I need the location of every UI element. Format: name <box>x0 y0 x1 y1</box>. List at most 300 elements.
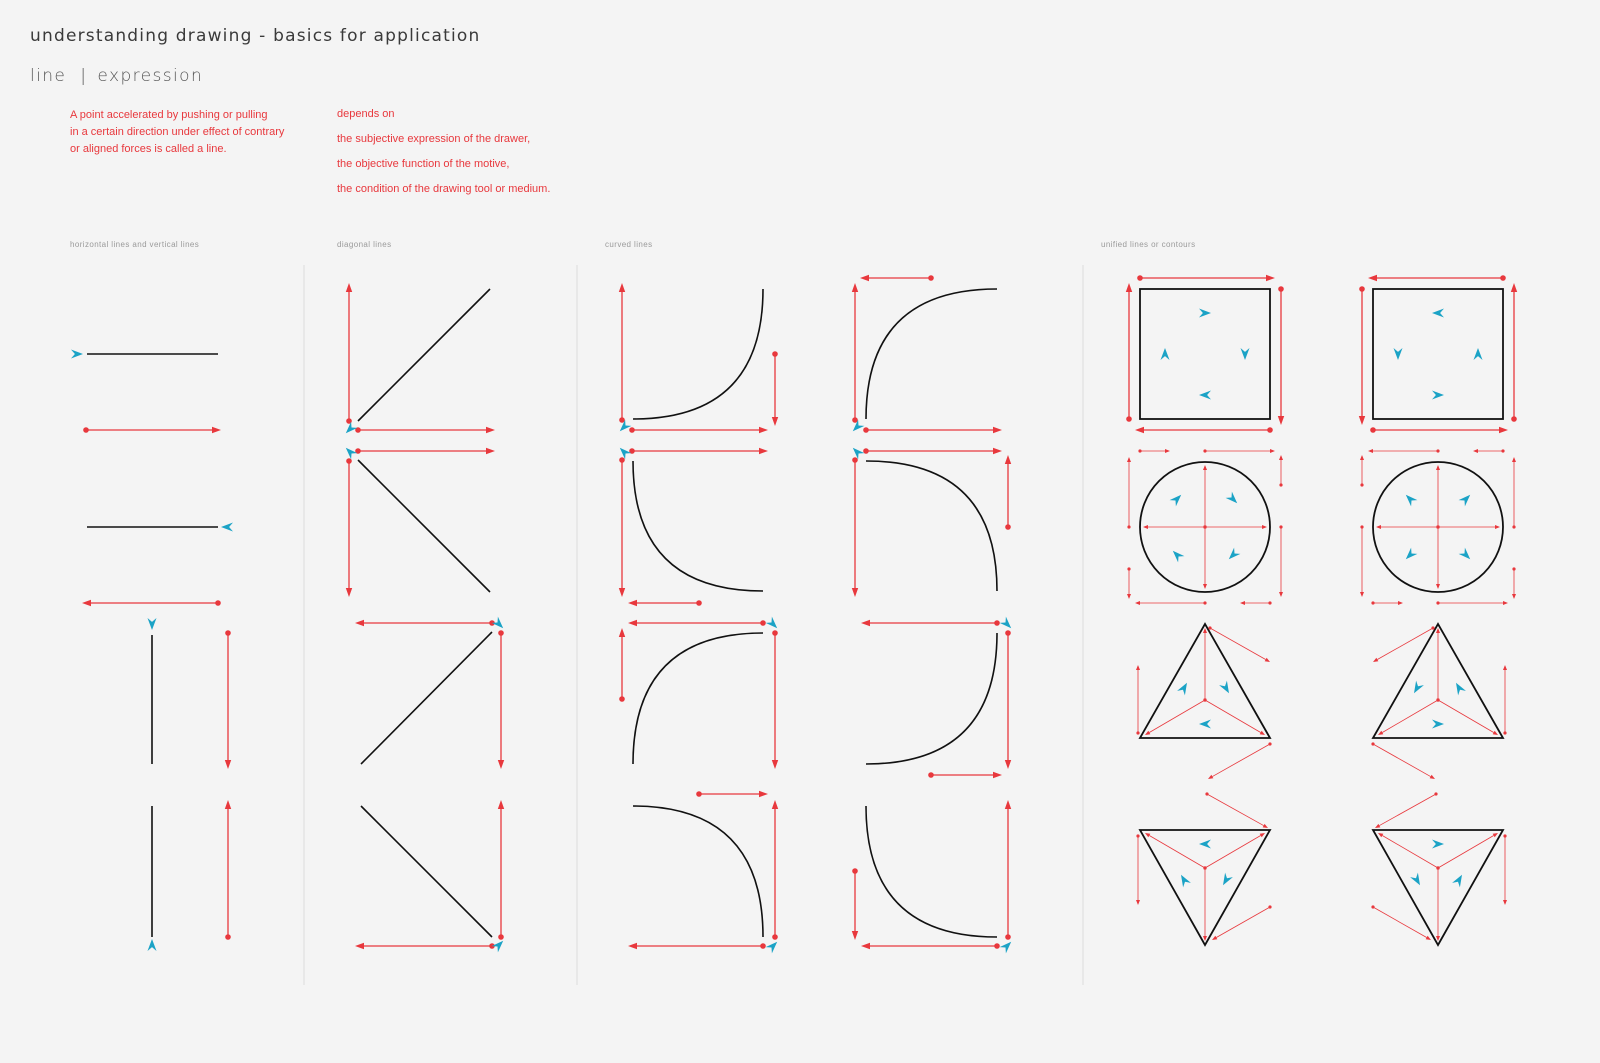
force-origin-dot <box>928 275 934 281</box>
force-origin-dot <box>772 351 778 357</box>
force-arrow <box>1278 286 1284 425</box>
force-arrowhead <box>1378 833 1383 837</box>
force-arrowhead <box>772 760 778 769</box>
direction-icon <box>1432 309 1444 318</box>
section-label-horizontal-vertical: horizontal lines and vertical lines <box>70 240 200 249</box>
force-arrowhead <box>1359 416 1365 425</box>
force-origin-dot <box>1136 731 1139 734</box>
drawn-line <box>361 632 492 764</box>
force-arrow <box>1240 601 1272 605</box>
direction-icon <box>1199 309 1211 318</box>
force-arrow <box>1127 457 1131 529</box>
force-arrow <box>1203 465 1207 529</box>
force-origin-dot <box>852 457 858 463</box>
force-arrowhead <box>1368 449 1373 453</box>
subtitle-aspect: expression <box>97 66 204 86</box>
force-arrow <box>498 630 504 769</box>
direction-icon <box>1394 348 1403 360</box>
force-arrow <box>1203 525 1207 589</box>
force-origin-dot <box>1360 525 1363 528</box>
force-arrowhead <box>1212 936 1217 940</box>
direction-icon <box>766 942 778 954</box>
force-shaft <box>1210 628 1266 660</box>
force-arrowhead <box>772 800 778 809</box>
force-origin-dot <box>760 620 766 626</box>
force-arrow <box>1203 866 1207 941</box>
force-arrow <box>225 800 231 940</box>
force-arrow <box>1512 457 1516 529</box>
section-label-diagonal: diagonal lines <box>337 240 392 249</box>
force-arrow <box>1378 833 1440 870</box>
intro-line: or aligned forces is called a line. <box>70 143 227 155</box>
force-arrow <box>1512 567 1516 599</box>
force-arrow <box>1373 626 1435 662</box>
force-origin-dot <box>1127 525 1130 528</box>
force-arrow <box>1137 275 1275 281</box>
force-arrow <box>1376 525 1440 529</box>
force-arrowhead <box>1375 824 1380 828</box>
force-arrowhead <box>1436 465 1440 470</box>
force-origin-dot <box>1203 601 1206 604</box>
direction-icon <box>148 939 157 951</box>
force-arrow <box>772 351 778 426</box>
force-arrowhead <box>1368 275 1377 281</box>
force-arrow <box>1203 698 1265 735</box>
force-arrow <box>1212 905 1272 940</box>
force-origin-dot <box>1208 626 1211 629</box>
direction-icon <box>1452 875 1462 888</box>
force-arrow <box>346 283 352 424</box>
drawn-curve <box>866 633 997 764</box>
force-arrowhead <box>498 800 504 809</box>
force-arrowhead <box>1503 665 1507 670</box>
force-arrowhead <box>759 791 768 797</box>
force-arrowhead <box>852 283 858 292</box>
force-arrowhead <box>1263 824 1268 828</box>
force-arrowhead <box>1262 525 1267 529</box>
direction-icon <box>1406 495 1418 507</box>
direction-icon <box>1432 840 1444 849</box>
force-arrow <box>628 620 766 626</box>
force-arrow <box>852 283 858 423</box>
force-arrow <box>772 800 778 940</box>
depends-item: the condition of the drawing tool or medium. <box>337 183 551 195</box>
drawn-curve <box>866 289 997 419</box>
force-arrow <box>852 457 858 597</box>
force-arrowhead <box>225 800 231 809</box>
force-origin-dot <box>225 630 231 636</box>
force-origin-dot <box>696 600 702 606</box>
depends-item: the objective function of the motive, <box>337 158 510 170</box>
force-arrow <box>1378 698 1440 735</box>
force-arrow <box>1208 626 1270 662</box>
force-arrows <box>82 275 1517 949</box>
force-arrowhead <box>1495 525 1500 529</box>
force-origin-dot <box>1005 524 1011 530</box>
force-arrowhead <box>1512 457 1516 462</box>
force-arrowhead <box>1240 601 1245 605</box>
direction-icon <box>1223 873 1233 886</box>
force-arrow <box>1360 455 1364 487</box>
force-arrow <box>1208 742 1272 779</box>
force-origin-dot <box>1268 905 1271 908</box>
force-arrowhead <box>1005 455 1011 464</box>
force-arrow <box>498 800 504 940</box>
force-arrow <box>619 457 625 597</box>
drawn-lines <box>87 289 1503 945</box>
force-arrow <box>1503 834 1507 905</box>
force-origin-dot <box>928 772 934 778</box>
force-arrowhead <box>1278 416 1284 425</box>
force-arrowhead <box>1260 731 1265 735</box>
force-arrowhead <box>355 943 364 949</box>
force-origin-dot <box>1371 905 1374 908</box>
force-arrow <box>772 630 778 769</box>
section-label-unified: unified lines or contours <box>1101 240 1196 249</box>
force-origin-dot <box>863 427 869 433</box>
force-arrow <box>861 943 1000 949</box>
force-origin-dot <box>498 934 504 940</box>
direction-icon <box>1459 548 1471 560</box>
force-origin-dot <box>1127 567 1130 570</box>
force-arrowhead <box>1360 592 1364 597</box>
force-shaft <box>1207 794 1264 826</box>
force-arrow <box>860 275 934 281</box>
direction-icon <box>766 617 778 629</box>
force-origin-dot <box>1205 792 1208 795</box>
force-arrowhead <box>1493 833 1498 837</box>
force-arrowhead <box>1203 465 1207 470</box>
force-arrow <box>1145 833 1207 870</box>
force-origin-dot <box>1268 742 1271 745</box>
force-arrowhead <box>759 427 768 433</box>
force-arrow <box>628 943 766 949</box>
force-origin-dot <box>852 868 858 874</box>
force-origin-dot <box>1501 449 1504 452</box>
force-arrow <box>1143 525 1207 529</box>
direction-icon <box>221 523 233 532</box>
direction-icon <box>1177 683 1187 696</box>
force-origin-dot <box>1371 742 1374 745</box>
force-arrowhead <box>1143 525 1148 529</box>
force-arrowhead <box>1266 275 1275 281</box>
force-arrowhead <box>1426 936 1431 940</box>
page-title: understanding drawing - basics for application <box>30 26 481 46</box>
direction-icon <box>1000 942 1012 954</box>
force-arrow <box>1005 455 1011 530</box>
force-arrow <box>1371 742 1435 779</box>
force-arrowhead <box>852 588 858 597</box>
force-arrow <box>1371 905 1431 940</box>
force-arrowhead <box>1436 628 1440 633</box>
force-arrowhead <box>498 760 504 769</box>
force-origin-dot <box>772 934 778 940</box>
force-arrowhead <box>1265 658 1270 662</box>
force-arrowhead <box>860 275 869 281</box>
force-arrow <box>225 630 231 769</box>
force-arrow <box>1511 283 1517 422</box>
force-arrowhead <box>993 772 1002 778</box>
force-arrowhead <box>1203 936 1207 941</box>
force-arrowhead <box>1436 936 1440 941</box>
force-arrow <box>1473 449 1505 453</box>
force-origin-dot <box>1371 601 1374 604</box>
force-origin-dot <box>1279 483 1282 486</box>
force-arrowhead <box>1203 584 1207 589</box>
force-arrow <box>1203 449 1275 453</box>
column-dividers <box>304 265 1083 985</box>
force-arrow <box>355 448 495 454</box>
direction-icon <box>1161 348 1170 360</box>
force-arrow <box>1005 800 1011 940</box>
force-shaft <box>1377 628 1433 660</box>
force-shaft <box>1212 744 1270 777</box>
force-arrowhead <box>619 283 625 292</box>
force-arrow <box>1436 525 1440 589</box>
direction-icon <box>1181 875 1191 888</box>
subtitle-topic: line <box>30 66 67 86</box>
force-arrowhead <box>1135 601 1140 605</box>
force-origin-dot <box>1203 449 1206 452</box>
force-arrow <box>1126 283 1132 422</box>
force-arrowhead <box>1512 594 1516 599</box>
force-arrowhead <box>772 417 778 426</box>
force-arrow <box>1203 628 1207 702</box>
force-origin-dot <box>619 457 625 463</box>
force-arrow <box>863 427 1002 433</box>
force-arrow <box>1436 525 1500 529</box>
force-arrow <box>1503 665 1507 735</box>
force-arrow <box>1370 427 1508 433</box>
force-origin-dot <box>1279 525 1282 528</box>
force-arrow <box>1436 628 1440 702</box>
force-arrowhead <box>1136 665 1140 670</box>
force-arrowhead <box>355 620 364 626</box>
force-origin-dot <box>629 427 635 433</box>
direction-icon <box>1226 492 1238 504</box>
force-arrowhead <box>212 427 221 433</box>
force-origin-dot <box>619 696 625 702</box>
force-arrow <box>1135 601 1207 605</box>
depends-item: the subjective expression of the drawer, <box>337 133 531 145</box>
force-shaft <box>1149 700 1205 732</box>
force-arrow <box>1136 834 1140 905</box>
drawn-curve <box>866 806 997 937</box>
force-arrowhead <box>1436 584 1440 589</box>
force-arrowhead <box>486 448 495 454</box>
force-origin-dot <box>1203 525 1206 528</box>
force-arrowhead <box>225 760 231 769</box>
force-arrowhead <box>1203 628 1207 633</box>
force-shaft <box>1438 700 1494 732</box>
force-arrowhead <box>1373 658 1378 662</box>
force-arrowhead <box>628 943 637 949</box>
force-arrowhead <box>1430 775 1435 779</box>
force-arrowhead <box>1503 900 1507 905</box>
force-arrow <box>355 427 495 433</box>
force-origin-dot <box>1138 449 1141 452</box>
force-arrow <box>1279 455 1283 487</box>
force-origin-dot <box>1126 416 1132 422</box>
force-origin-dot <box>1500 275 1506 281</box>
section-label-curved: curved lines <box>605 240 653 249</box>
force-origin-dot <box>760 943 766 949</box>
force-arrowhead <box>1376 525 1381 529</box>
force-arrow <box>83 427 221 433</box>
drawn-curve <box>633 633 763 764</box>
direction-icon <box>1199 720 1211 729</box>
force-arrowhead <box>1127 594 1131 599</box>
force-arrowhead <box>628 600 637 606</box>
depends-item: depends on <box>337 108 395 120</box>
force-arrow <box>355 943 495 949</box>
force-origin-dot <box>1436 601 1439 604</box>
drawn-line <box>361 806 492 937</box>
direction-icon <box>1170 495 1182 507</box>
force-arrow <box>1005 630 1011 769</box>
force-arrowhead <box>1145 833 1150 837</box>
force-arrow <box>863 448 1002 454</box>
direction-icon <box>1219 681 1229 694</box>
force-arrowhead <box>993 427 1002 433</box>
force-arrowhead <box>1503 601 1508 605</box>
force-origin-dot <box>1503 834 1506 837</box>
contour-shape <box>1140 289 1270 419</box>
force-arrowhead <box>1360 455 1364 460</box>
force-origin-dot <box>1136 834 1139 837</box>
force-arrow <box>355 620 495 626</box>
direction-icon <box>1241 348 1250 360</box>
force-arrow <box>1138 449 1170 453</box>
force-origin-dot <box>1434 792 1437 795</box>
force-origin-dot <box>1203 698 1206 701</box>
force-arrow <box>1436 866 1440 941</box>
force-shaft <box>1149 836 1205 868</box>
force-arrowhead <box>1378 731 1383 735</box>
force-arrow <box>1436 465 1440 529</box>
direction-icon <box>1406 548 1418 560</box>
force-origin-dot <box>1360 483 1363 486</box>
force-origin-dot <box>852 417 858 423</box>
subtitle-separator: | <box>80 66 88 86</box>
force-arrowhead <box>1493 731 1498 735</box>
force-arrow <box>628 600 702 606</box>
force-origin-dot <box>1431 626 1434 629</box>
force-arrowhead <box>346 588 352 597</box>
force-shaft <box>1205 836 1261 868</box>
force-arrow <box>861 620 1000 626</box>
force-origin-dot <box>1005 630 1011 636</box>
force-arrowhead <box>1135 427 1144 433</box>
force-arrowhead <box>628 620 637 626</box>
force-origin-dot <box>498 630 504 636</box>
force-origin-dot <box>1503 731 1506 734</box>
force-arrow <box>619 628 625 702</box>
force-arrow <box>1359 286 1365 425</box>
force-arrow <box>1375 792 1438 828</box>
force-arrow <box>1203 833 1265 870</box>
force-origin-dot <box>1203 866 1206 869</box>
force-arrow <box>1203 525 1267 529</box>
force-arrow <box>1368 449 1440 453</box>
force-origin-dot <box>772 630 778 636</box>
direction-icon <box>1456 683 1466 696</box>
drawn-curve <box>633 461 763 591</box>
force-arrowhead <box>619 588 625 597</box>
force-shaft <box>1373 744 1431 777</box>
force-shaft <box>1379 794 1436 826</box>
force-arrowhead <box>1005 760 1011 769</box>
direction-icon <box>1432 720 1444 729</box>
direction-icon <box>1432 391 1444 400</box>
force-arrow <box>1127 567 1131 599</box>
force-origin-dot <box>1137 275 1143 281</box>
force-origin-dot <box>1512 525 1515 528</box>
force-shaft <box>1382 700 1438 732</box>
force-arrowhead <box>1208 775 1213 779</box>
direction-icon <box>1474 348 1483 360</box>
force-arrow <box>1145 698 1207 735</box>
force-origin-dot <box>83 427 89 433</box>
force-arrow <box>1279 525 1283 597</box>
force-origin-dot <box>1436 698 1439 701</box>
force-arrowhead <box>1398 601 1403 605</box>
intro-line: in a certain direction under effect of contrary <box>70 126 285 138</box>
contour-shape <box>1373 289 1503 419</box>
force-origin-dot <box>1370 427 1376 433</box>
force-arrowhead <box>346 283 352 292</box>
force-arrowhead <box>1499 427 1508 433</box>
direction-icon <box>71 350 83 359</box>
force-arrow <box>696 791 768 797</box>
force-arrowhead <box>1165 449 1170 453</box>
force-arrowhead <box>1279 455 1283 460</box>
drawn-line <box>358 289 490 421</box>
force-arrowhead <box>1260 833 1265 837</box>
force-arrow <box>629 448 768 454</box>
force-arrow <box>1436 698 1498 735</box>
force-arrowhead <box>82 600 91 606</box>
direction-icon <box>148 618 157 630</box>
intro-line: A point accelerated by pushing or pulling <box>70 109 268 121</box>
force-origin-dot <box>1436 449 1439 452</box>
force-arrow <box>1360 525 1364 597</box>
direction-icon <box>1459 495 1471 507</box>
force-origin-dot <box>1511 416 1517 422</box>
force-shaft <box>1438 836 1494 868</box>
force-origin-dot <box>619 417 625 423</box>
force-arrowhead <box>1145 731 1150 735</box>
direction-icon <box>1410 873 1420 886</box>
force-origin-dot <box>225 934 231 940</box>
force-origin-dot <box>696 791 702 797</box>
force-arrow <box>1205 792 1268 828</box>
force-arrowhead <box>1127 457 1131 462</box>
force-arrowhead <box>1279 592 1283 597</box>
direction-icon <box>1199 391 1211 400</box>
force-arrowhead <box>993 448 1002 454</box>
force-arrowhead <box>861 943 870 949</box>
force-arrowhead <box>759 448 768 454</box>
force-arrowhead <box>486 427 495 433</box>
direction-icon <box>1229 548 1241 560</box>
force-origin-dot <box>1359 286 1365 292</box>
force-arrowhead <box>1005 800 1011 809</box>
force-arrowhead <box>852 931 858 940</box>
force-arrow <box>928 772 1002 778</box>
force-origin-dot <box>1005 934 1011 940</box>
force-origin-dot <box>994 620 1000 626</box>
